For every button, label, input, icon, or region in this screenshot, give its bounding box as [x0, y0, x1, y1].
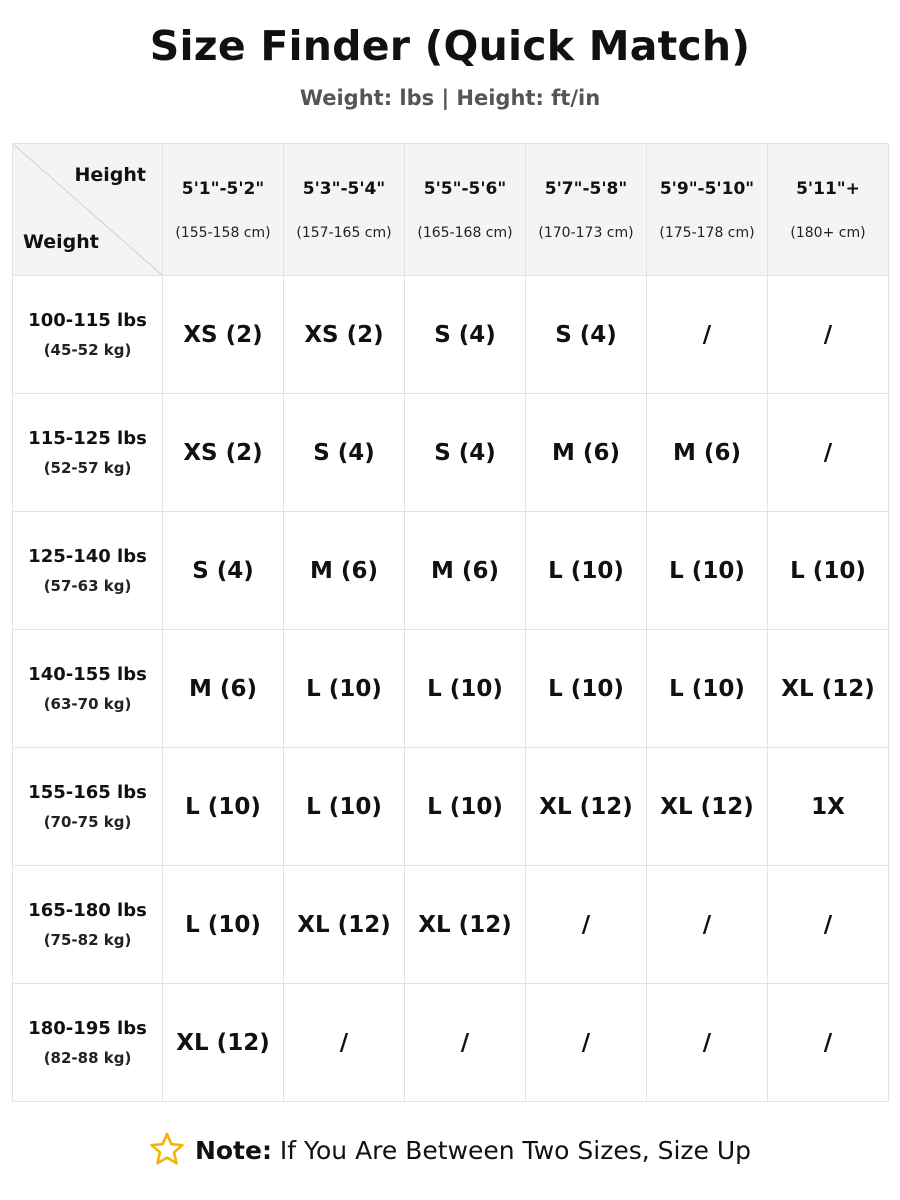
- height-column-header: [284, 144, 405, 276]
- size-cell: L (10): [284, 630, 405, 748]
- sizing-note: [0, 1134, 900, 1170]
- height-cm: (180+ cm): [790, 224, 866, 241]
- height-ft: 5'1"-5'2": [181, 178, 265, 199]
- size-cell: /: [768, 866, 889, 984]
- height-cm: (155-158 cm): [175, 224, 271, 241]
- weight-row-header: [13, 748, 163, 866]
- size-cell: L (10): [284, 748, 405, 866]
- weight-lbs: 125-140 lbs: [28, 546, 147, 567]
- note-label: Note:: [194, 1136, 272, 1165]
- weight-row-header: [13, 984, 163, 1102]
- height-ft: 5'11"+: [796, 178, 860, 199]
- table-row: [13, 984, 889, 1102]
- weight-kg: (57-63 kg): [43, 577, 132, 595]
- height-cm: (165-168 cm): [417, 224, 513, 241]
- height-cm: (157-165 cm): [296, 224, 392, 241]
- size-cell: L (10): [768, 512, 889, 630]
- weight-lbs: 140-155 lbs: [28, 664, 147, 685]
- height-ft: 5'3"-5'4": [302, 178, 386, 199]
- height-column-header: [768, 144, 889, 276]
- size-cell: /: [526, 984, 647, 1102]
- size-cell: M (6): [284, 512, 405, 630]
- size-cell: XL (12): [163, 984, 284, 1102]
- table-row: [13, 394, 889, 512]
- size-cell: XL (12): [768, 630, 889, 748]
- height-axis-label: Height: [74, 164, 146, 186]
- weight-row-header: [13, 866, 163, 984]
- size-cell: S (4): [163, 512, 284, 630]
- weight-lbs: 115-125 lbs: [28, 428, 147, 449]
- size-cell: S (4): [405, 394, 526, 512]
- size-cell: M (6): [163, 630, 284, 748]
- weight-kg: (63-70 kg): [43, 695, 132, 713]
- height-ft: 5'9"-5'10": [659, 178, 755, 199]
- weight-lbs: 100-115 lbs: [28, 310, 147, 331]
- weight-kg: (75-82 kg): [43, 931, 132, 949]
- size-cell: L (10): [405, 748, 526, 866]
- size-cell: /: [768, 394, 889, 512]
- weight-row-header: [13, 276, 163, 394]
- header-row: [13, 144, 889, 276]
- size-cell: L (10): [405, 630, 526, 748]
- page-subtitle: Weight: lbs | Height: ft/in: [299, 86, 601, 110]
- size-cell: /: [768, 984, 889, 1102]
- size-cell: XS (2): [163, 394, 284, 512]
- height-ft: 5'5"-5'6": [423, 178, 507, 199]
- size-cell: XL (12): [647, 748, 768, 866]
- size-cell: S (4): [284, 394, 405, 512]
- table-row: [13, 512, 889, 630]
- size-cell: M (6): [405, 512, 526, 630]
- height-column-header: [163, 144, 284, 276]
- height-column-header: [526, 144, 647, 276]
- height-cm: (170-173 cm): [538, 224, 634, 241]
- height-column-header: [405, 144, 526, 276]
- size-cell: S (4): [526, 276, 647, 394]
- size-cell: M (6): [647, 394, 768, 512]
- size-cell: XL (12): [284, 866, 405, 984]
- weight-row-header: [13, 394, 163, 512]
- size-chart-table: [12, 143, 889, 1102]
- weight-row-header: [13, 512, 163, 630]
- size-cell: L (10): [526, 512, 647, 630]
- size-cell: XS (2): [284, 276, 405, 394]
- size-cell: /: [647, 866, 768, 984]
- size-cell: /: [526, 866, 647, 984]
- table-row: [13, 866, 889, 984]
- size-cell: /: [284, 984, 405, 1102]
- table-row: [13, 748, 889, 866]
- weight-lbs: 180-195 lbs: [28, 1018, 147, 1039]
- weight-kg: (45-52 kg): [43, 341, 132, 359]
- weight-kg: (70-75 kg): [43, 813, 132, 831]
- height-ft: 5'7"-5'8": [544, 178, 628, 199]
- size-cell: 1X: [768, 748, 889, 866]
- size-cell: /: [647, 276, 768, 394]
- size-cell: L (10): [647, 512, 768, 630]
- table-row: [13, 276, 889, 394]
- size-cell: L (10): [163, 748, 284, 866]
- height-cm: (175-178 cm): [659, 224, 755, 241]
- size-cell: S (4): [405, 276, 526, 394]
- weight-kg: (82-88 kg): [43, 1049, 132, 1067]
- size-cell: /: [647, 984, 768, 1102]
- weight-kg: (52-57 kg): [43, 459, 132, 477]
- size-cell: M (6): [526, 394, 647, 512]
- size-cell: /: [768, 276, 889, 394]
- page-title: Size Finder (Quick Match): [149, 22, 751, 70]
- size-cell: XL (12): [405, 866, 526, 984]
- note-text: If You Are Between Two Sizes, Size Up: [279, 1136, 752, 1165]
- height-column-header: [647, 144, 768, 276]
- star-icon: [149, 1131, 185, 1167]
- size-cell: L (10): [647, 630, 768, 748]
- weight-axis-label: Weight: [23, 231, 99, 253]
- table-row: [13, 630, 889, 748]
- corner-cell: [13, 144, 163, 276]
- size-cell: L (10): [163, 866, 284, 984]
- size-cell: XS (2): [163, 276, 284, 394]
- weight-lbs: 155-165 lbs: [28, 782, 147, 803]
- size-cell: /: [405, 984, 526, 1102]
- size-cell: L (10): [526, 630, 647, 748]
- weight-lbs: 165-180 lbs: [28, 900, 147, 921]
- weight-row-header: [13, 630, 163, 748]
- size-cell: XL (12): [526, 748, 647, 866]
